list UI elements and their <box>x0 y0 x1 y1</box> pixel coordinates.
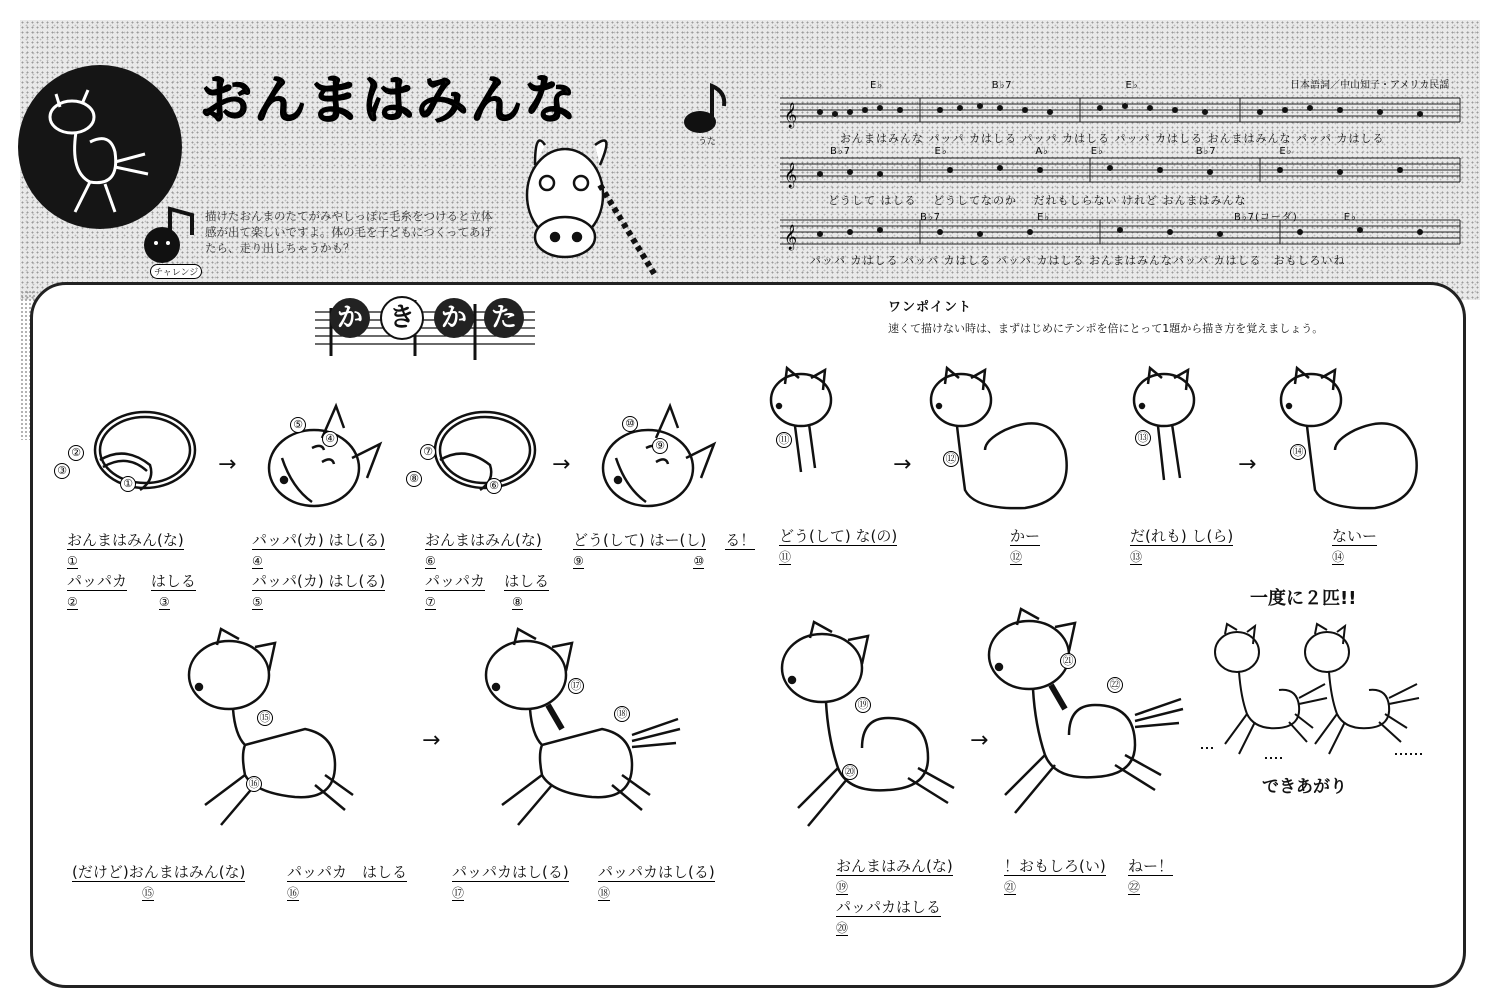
step-drawing-2 <box>262 398 392 518</box>
step-marker: ③ <box>54 463 70 479</box>
chords-row-2: B♭7 E♭ A♭ E♭ B♭7 E♭ <box>830 146 1293 157</box>
title-char: た <box>484 298 524 338</box>
two-at-once-label: 一度に２匹!! <box>1250 588 1357 609</box>
step-drawing-11 <box>778 618 968 838</box>
caption-step-5: どう(して) な(の) ⑪ <box>779 527 898 564</box>
step-marker: ⑰ <box>568 678 584 694</box>
music-note-icon <box>678 82 738 142</box>
challenge-note-icon <box>140 205 200 265</box>
arrow-icon: → <box>218 452 237 477</box>
step-drawing-6 <box>925 360 1085 520</box>
step-marker: ① <box>120 476 136 492</box>
step-marker: ⑬ <box>1135 430 1151 446</box>
step-drawing-8 <box>1275 360 1445 520</box>
svg-text:𝄞: 𝄞 <box>784 103 798 128</box>
lyrics-row-3: パッパ カはしる パッパ カはしる パッパ カはしる おんまはみんなパッパ カはしる おもしろいね <box>810 254 1346 267</box>
arrow-icon: → <box>970 728 989 753</box>
step-drawing-4 <box>596 398 726 518</box>
title-char: か <box>330 298 370 338</box>
title-char: か <box>434 298 474 338</box>
caption-step-9: (だけど)おんまはみん(な) ⑮ <box>72 863 246 900</box>
step-marker: ⑩ <box>622 416 638 432</box>
caption-step-14: ！おもしろ(い) ㉑ <box>1004 857 1106 894</box>
step-marker: ⑫ <box>943 451 959 467</box>
step-drawing-1 <box>85 405 205 505</box>
caption-step-8: ないー ⑭ <box>1332 527 1378 564</box>
caption-step-2: パッパ(カ) はし(る) ④ パッパ(カ) はし(る) ⑤ <box>252 531 386 609</box>
step-drawing-12 <box>985 605 1185 825</box>
step-marker: ⑥ <box>486 478 502 494</box>
step-marker: ⑱ <box>614 706 630 722</box>
step-drawing-3 <box>425 405 545 505</box>
title-char: き <box>380 296 424 340</box>
description: 描けたおんまのたてがみやしっぽに毛糸をつけると立体感が出て楽しいですよ。体の毛を子どもにつくってあげたら、走り出しちゃうかも？ <box>205 209 493 255</box>
step-marker: ㉒ <box>1107 677 1123 693</box>
uta-label: うた <box>698 137 717 147</box>
arrow-icon: → <box>552 452 571 477</box>
step-marker: ⑭ <box>1290 444 1306 460</box>
step-marker: ② <box>68 445 84 461</box>
step-marker: ⑳ <box>842 764 858 780</box>
onepoint-label: ワンポイント <box>888 300 973 315</box>
caption-step-6: かー ⑫ <box>1010 527 1041 564</box>
lyrics-row-2: どうして はしる どうしてなのか だれもしらない けれど おんまはみんな <box>828 194 1247 207</box>
caption-step-15: ねー！ ㉒ <box>1128 857 1174 894</box>
svg-text:𝄞: 𝄞 <box>784 163 798 188</box>
step-marker: ⑯ <box>246 776 262 792</box>
chords-row-3: B♭7 E♭ B♭7(コーダ) E♭ <box>920 212 1357 223</box>
step-marker: ⑮ <box>257 710 273 726</box>
horse-character-illustration <box>505 125 675 285</box>
arrow-icon: → <box>893 452 912 477</box>
caption-step-1: おんまはみん(な) ① パッパカ はしる ② ③ <box>67 531 196 609</box>
caption-step-12: パッパカはし(る) ⑱ <box>598 863 715 900</box>
step-marker: ⑪ <box>776 432 792 448</box>
arrow-icon: → <box>1238 452 1257 477</box>
step-drawing-9 <box>185 625 375 835</box>
song-title: おんまはみんな <box>200 71 579 131</box>
step-marker: ⑨ <box>652 438 668 454</box>
onepoint-text: 速くて描けない時は、まずはじめにテンポを倍にとって1題から描き方を覚えましょう。 <box>888 322 1324 335</box>
caption-step-3: おんまはみん(な) ⑥ パッパカ はしる ⑦ ⑧ <box>425 531 550 609</box>
caption-step-10: パッパカ はしる ⑯ <box>287 863 408 900</box>
step-marker: ⑦ <box>420 444 436 460</box>
step-drawing-7 <box>1128 360 1208 490</box>
step-marker: ⑧ <box>406 471 422 487</box>
svg-text:𝄞: 𝄞 <box>784 225 798 250</box>
finished-label: できあがり <box>1262 777 1347 797</box>
caption-step-7: だ(れも) し(ら) ⑬ <box>1130 527 1234 564</box>
lyrics-row-1: おんまはみんな パッパ カはしる パッパ カはしる パッパ カはしる おんまはみんな パッパ カはしる <box>840 132 1385 145</box>
kakikata-title <box>330 296 534 340</box>
step-marker: ⑲ <box>855 697 871 713</box>
step-marker: ⑤ <box>290 417 306 433</box>
chords-row-1: E♭ B♭7 E♭ <box>870 80 1139 91</box>
finished-horse-pair <box>1195 618 1460 768</box>
step-drawing-10 <box>482 625 682 835</box>
step-marker: ④ <box>322 431 338 447</box>
caption-step-11: パッパカはし(る) ⑰ <box>452 863 569 900</box>
step-drawing-5 <box>765 360 845 480</box>
caption-step-13: おんまはみん(な) ⑲ パッパカはしる ⑳ <box>836 857 953 935</box>
challenge-label: チャレンジ <box>150 264 202 279</box>
step-marker: ㉑ <box>1060 653 1076 669</box>
arrow-icon: → <box>422 728 441 753</box>
caption-step-4: どう(して) はー(し) る！ ⑨ ⑩ <box>573 531 756 568</box>
song-credit: 日本語詞／中山知子・アメリカ民謡 <box>1290 80 1450 91</box>
